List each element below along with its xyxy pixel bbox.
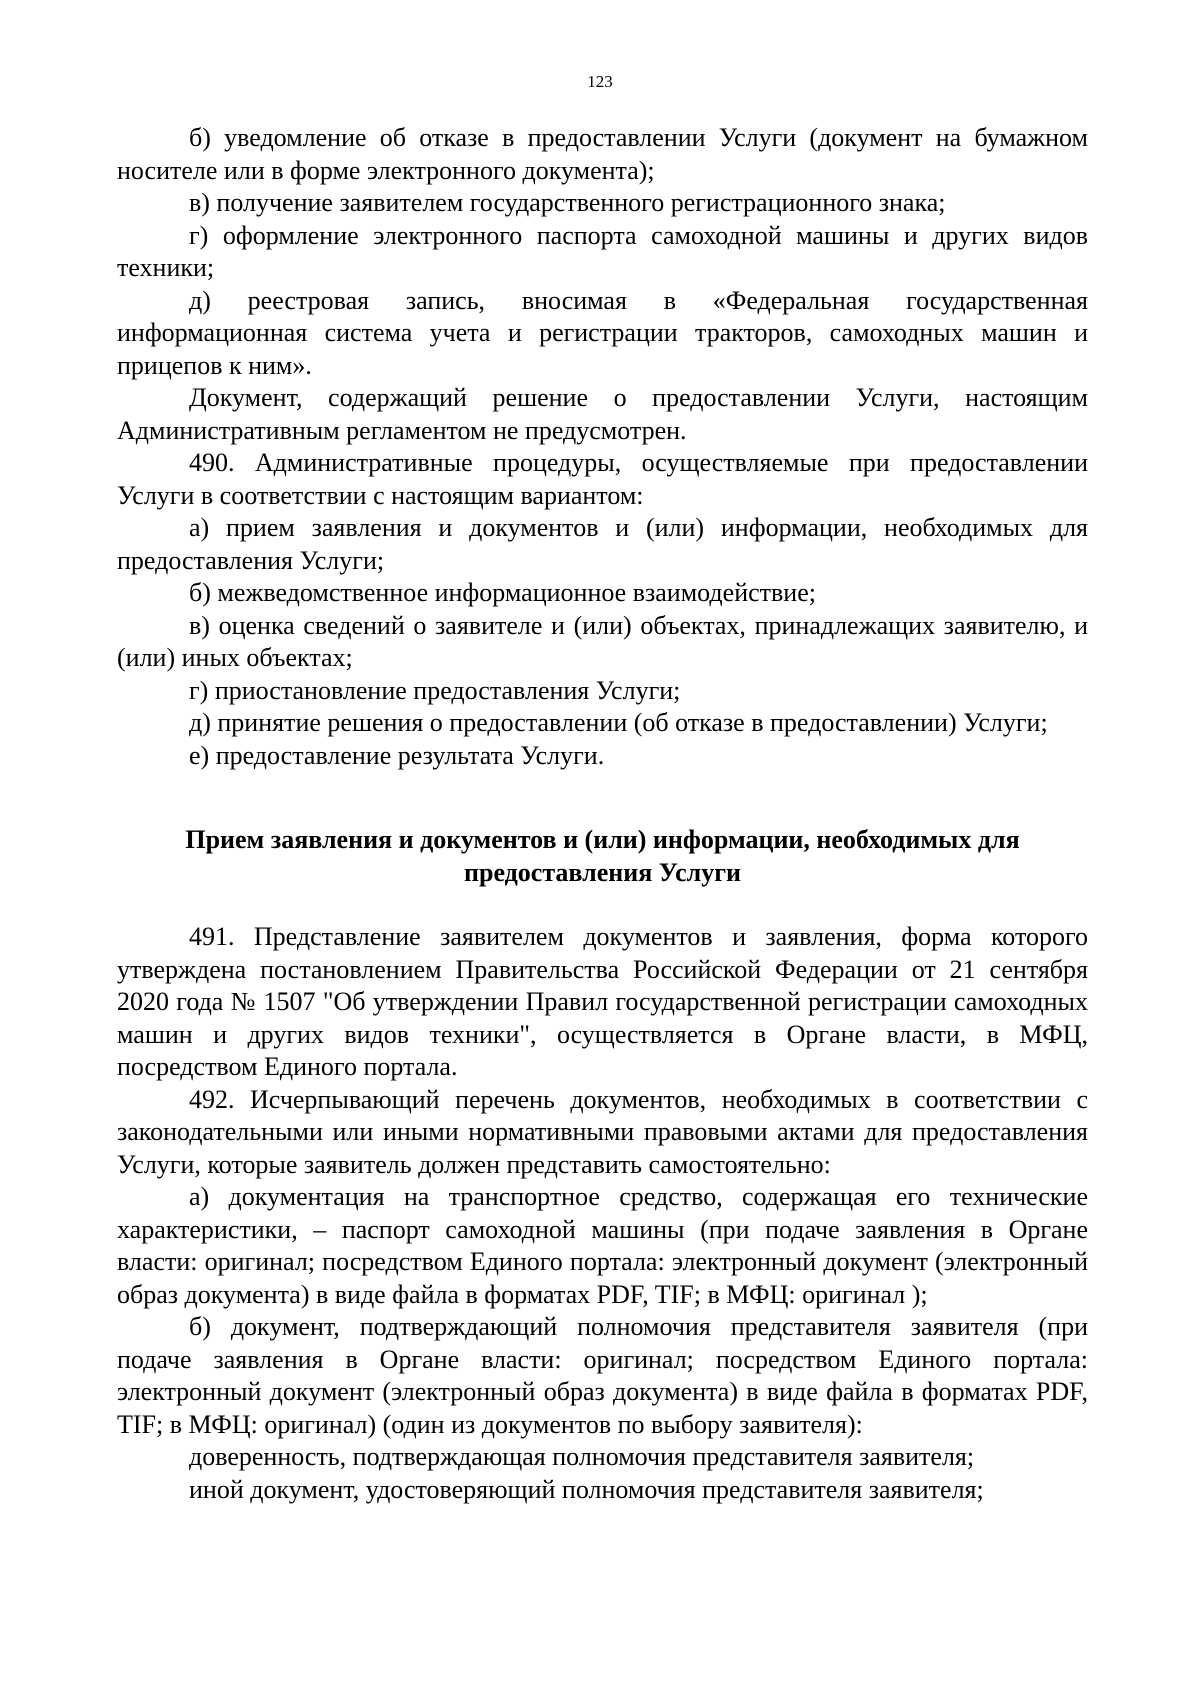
paragraph-491: 491. Представление заявителем документов и заявления, форма которого утверждена постановлением Правительства Российской Федерации от 21 сентября 2020 года № 1507 "Об утверждении Правил государственной регистрации самоходных машин и других видов техники", осуществляется в Органе власти, в МФЦ, посредством Единого портала.	[117, 922, 1088, 1081]
paragraph-document-a: а) документация на транспортное средство, содержащая его технические характеристики, – паспорт самоходной машины (при подаче заявления в Органе власти: оригинал; посредством Единого портала: электронный документ (электронный образ документа) в виде файла в форматах PDF, TIF; в МФЦ: оригинал );	[117, 1182, 1088, 1309]
paragraph-procedure-a: а) прием заявления и документов и (или) информации, необходимых для предоставления Услуги;	[117, 513, 1088, 575]
paragraph-490: 490. Административные процедуры, осуществляемые при предоставлении Услуги в соответствии с настоящим вариантом:	[117, 448, 1088, 510]
paragraph-decision-document-note: Документ, содержащий решение о предоставлении Услуги, настоящим Административным регламентом не предусмотрен.	[117, 383, 1088, 445]
paragraph-procedure-g: г) приостановление предоставления Услуги;	[189, 675, 681, 705]
paragraph-item-g-electronic-passport: г) оформление электронного паспорта самоходной машины и других видов техники;	[117, 220, 1088, 282]
paragraph-other-authority-document: иной документ, удостоверяющий полномочия представителя заявителя;	[189, 1474, 984, 1504]
paragraph-item-v-registration-plate: в) получение заявителем государственного регистрационного знака;	[189, 188, 946, 217]
document-body	[117, 122, 1088, 1506]
paragraph-procedure-v: в) оценка сведений о заявителе и (или) объектах, принадлежащих заявителю, и (или) иных объектах;	[117, 610, 1088, 672]
section-heading-line-1: Прием заявления и документов и (или) информации, необходимых для	[185, 825, 1020, 854]
paragraph-procedure-b: б) межведомственное информационное взаимодействие;	[189, 578, 816, 607]
paragraph-power-of-attorney: доверенность, подтверждающая полномочия представителя заявителя;	[189, 1442, 975, 1471]
paragraph-item-d-registry-record: д) реестровая запись, вносимая в «Федеральная государственная информационная система учета и регистрации тракторов, самоходных машин и прицепов к ним».	[117, 285, 1088, 380]
paragraph-procedure-d: д) принятие решения о предоставлении (об отказе в предоставлении) Услуги;	[189, 708, 1048, 737]
paragraph-procedure-e: е) предоставление результата Услуги.	[189, 740, 605, 770]
paragraph-item-b-refusal-notice: б) уведомление об отказе в предоставлении Услуги (документ на бумажном носителе или в форме электронного документа);	[117, 123, 1088, 185]
section-heading-line-2: предоставления Услуги	[464, 857, 741, 887]
paragraph-document-b: б) документ, подтверждающий полномочия представителя заявителя (при подаче заявления в Органе власти: оригинал; посредством Единого портала: электронный документ (электронный образ документа) в виде файла в форматах PDF, TIF; в МФЦ: оригинал) (один из документов по выбору заявителя):	[117, 1312, 1088, 1439]
paragraph-492: 492. Исчерпывающий перечень документов, необходимых в соответствии с законодательными или иными нормативными правовыми актами для предоставления Услуги, которые заявитель должен представить самостоятельно:	[117, 1084, 1088, 1179]
page-number: 123	[587, 72, 613, 91]
section-heading	[117, 824, 1088, 889]
